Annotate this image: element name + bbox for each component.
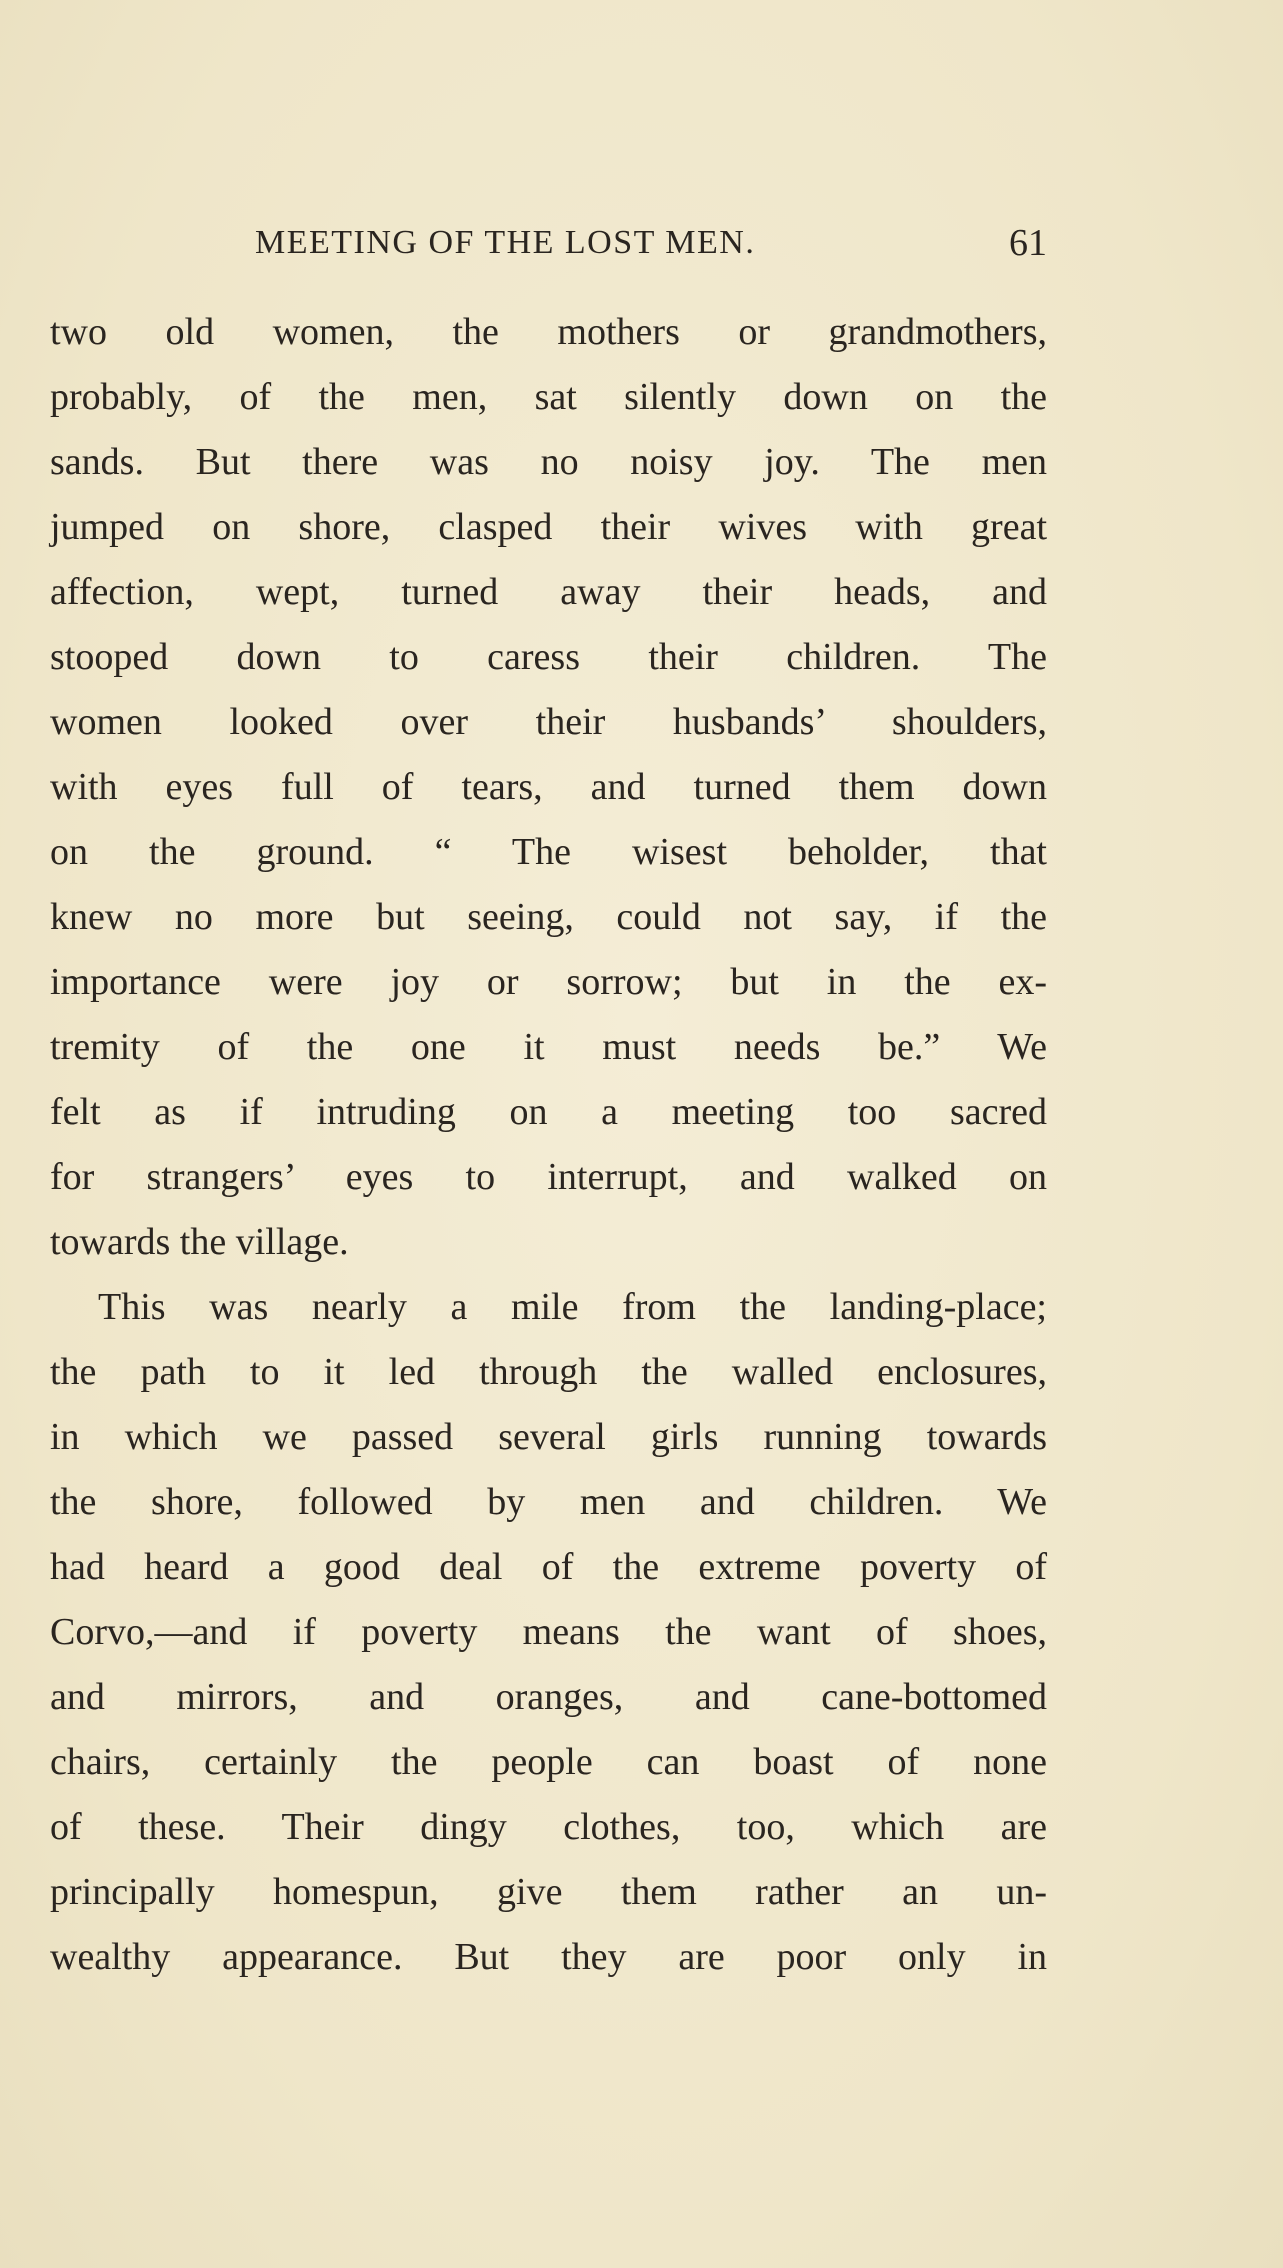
text-line: principally homespun, give them rather an un- xyxy=(50,1871,1047,1913)
text-line: of these. Their dingy clothes, too, which are xyxy=(50,1806,1047,1848)
text-line: in which we passed several girls running towards xyxy=(50,1416,1047,1458)
text-line: Corvo,—and if poverty means the want of shoes, xyxy=(50,1611,1047,1653)
text-line: towards the village. xyxy=(50,1221,349,1263)
text-line: with eyes full of tears, and turned them down xyxy=(50,766,1047,808)
text-line: the shore, followed by men and children. We xyxy=(50,1481,1047,1523)
text-line: the path to it led through the walled enclosures, xyxy=(50,1351,1047,1393)
running-head: MEETING OF THE LOST MEN. xyxy=(255,224,756,261)
text-line: probably, of the men, sat silently down on the xyxy=(50,376,1047,418)
text-line: wealthy appearance. But they are poor only in xyxy=(50,1936,1047,1978)
body-text xyxy=(50,300,1047,1990)
text-line: women looked over their husbands’ shoulders, xyxy=(50,701,1047,743)
text-line: two old women, the mothers or grandmothers, xyxy=(50,311,1047,353)
text-line: had heard a good deal of the extreme poverty of xyxy=(50,1546,1047,1588)
text-line: tremity of the one it must needs be.” We xyxy=(50,1026,1047,1068)
page-number: 61 xyxy=(1009,222,1047,264)
page-header xyxy=(50,218,1047,268)
text-line: and mirrors, and oranges, and cane-bottomed xyxy=(50,1676,1047,1718)
text-line: knew no more but seeing, could not say, if the xyxy=(50,896,1047,938)
text-line: This was nearly a mile from the landing-place; xyxy=(98,1286,1047,1328)
text-line: sands. But there was no noisy joy. The men xyxy=(50,441,1047,483)
text-line: jumped on shore, clasped their wives with great xyxy=(50,506,1047,548)
text-line: importance were joy or sorrow; but in the ex- xyxy=(50,961,1047,1003)
text-line: affection, wept, turned away their heads, and xyxy=(50,571,1047,613)
text-line: felt as if intruding on a meeting too sacred xyxy=(50,1091,1047,1133)
text-line: on the ground. “ The wisest beholder, that xyxy=(50,831,1047,873)
text-line: stooped down to caress their children. The xyxy=(50,636,1047,678)
text-line: chairs, certainly the people can boast of none xyxy=(50,1741,1047,1783)
text-line: for strangers’ eyes to interrupt, and walked on xyxy=(50,1156,1047,1198)
